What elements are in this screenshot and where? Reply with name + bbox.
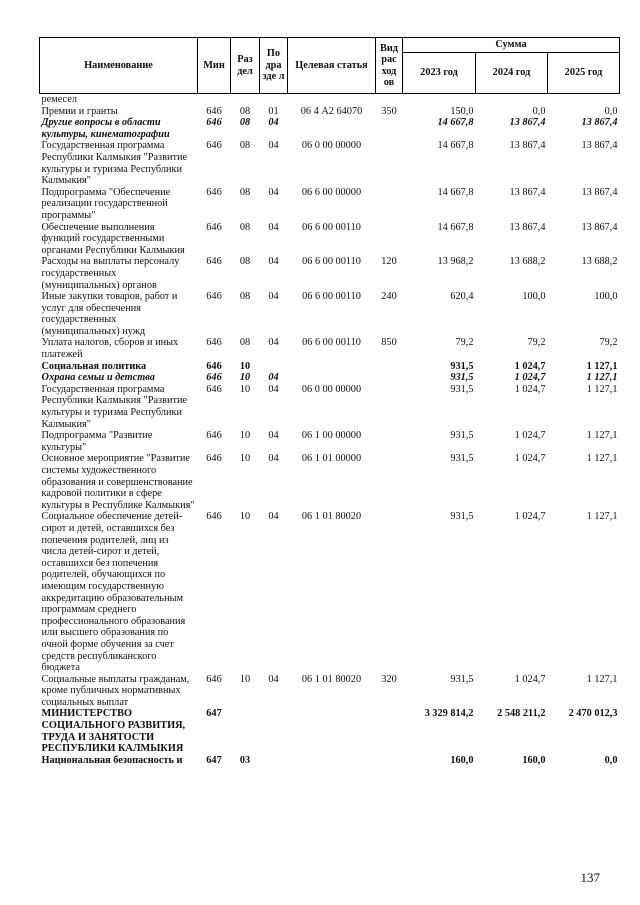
row-2024: 1 024,7 bbox=[514, 673, 546, 685]
row-razdel: 08 bbox=[239, 117, 251, 129]
row-min: 646 bbox=[206, 372, 222, 384]
table-header bbox=[40, 38, 620, 94]
header-2024: 2024 год bbox=[476, 53, 548, 94]
row-2025: 0,0 bbox=[604, 105, 618, 117]
row-2023: 160,0 bbox=[450, 754, 474, 766]
row-target: 06 1 01 80020 bbox=[301, 673, 362, 685]
table-row bbox=[40, 94, 620, 106]
row-podrazdel: 04 bbox=[268, 256, 279, 268]
table-row bbox=[40, 674, 620, 709]
row-2025: 1 127,1 bbox=[586, 453, 618, 465]
table-row bbox=[40, 256, 620, 291]
header-2023: 2023 год bbox=[403, 53, 476, 94]
table-row bbox=[40, 117, 620, 140]
row-min: 646 bbox=[206, 337, 222, 349]
row-podrazdel: 04 bbox=[268, 673, 279, 685]
row-name: ремесел bbox=[41, 94, 77, 105]
row-name: Социальная политика bbox=[41, 360, 147, 372]
row-vid: 120 bbox=[381, 256, 397, 268]
row-razdel: 10 bbox=[239, 383, 251, 395]
row-name: Основное мероприятие "Развитие системы художественного образования и совершенствование кадровой политики в сфере культуры в Республике Калмыкия" bbox=[41, 453, 195, 511]
row-target: 06 4 А2 64070 bbox=[300, 105, 363, 117]
row-name: Уплата налогов, сборов и иных платежей bbox=[41, 337, 179, 361]
row-2023: 14 667,8 bbox=[437, 186, 474, 198]
row-2024: 13 688,2 bbox=[509, 256, 546, 268]
row-min: 646 bbox=[206, 430, 222, 442]
row-min: 646 bbox=[206, 105, 222, 117]
row-2025: 1 127,1 bbox=[586, 430, 618, 442]
row-target: 06 6 00 00110 bbox=[302, 256, 361, 268]
row-min: 646 bbox=[206, 221, 222, 233]
row-2023: 931,5 bbox=[450, 383, 474, 395]
row-vid bbox=[376, 755, 403, 767]
row-razdel: 03 bbox=[239, 754, 251, 766]
row-vid bbox=[376, 94, 403, 106]
table-row bbox=[40, 384, 620, 430]
row-vid bbox=[376, 511, 403, 673]
row-podrazdel: 04 bbox=[268, 511, 279, 523]
row-target: 06 1 00 00000 bbox=[301, 430, 362, 442]
header-target: Целевая статья bbox=[288, 38, 376, 94]
row-2023: 3 329 814,2 bbox=[424, 708, 474, 720]
row-vid bbox=[376, 187, 403, 222]
row-vid bbox=[376, 222, 403, 257]
row-2024: 1 024,7 bbox=[514, 372, 546, 384]
header-2025: 2025 год bbox=[548, 53, 620, 94]
row-min: 647 bbox=[206, 708, 222, 720]
row-2023: 620,4 bbox=[450, 291, 474, 303]
row-2023: 931,5 bbox=[450, 511, 474, 523]
row-podrazdel: 04 bbox=[268, 221, 279, 233]
row-min: 646 bbox=[206, 140, 222, 152]
row-podrazdel: 01 bbox=[268, 105, 279, 117]
row-2024: 13 867,4 bbox=[509, 140, 546, 152]
row-2024: 1 024,7 bbox=[514, 430, 546, 442]
table-row bbox=[40, 187, 620, 222]
row-2024: 13 867,4 bbox=[509, 117, 546, 129]
row-2025: 1 127,1 bbox=[586, 673, 618, 685]
row-2023: 14 667,8 bbox=[437, 140, 474, 152]
row-vid bbox=[376, 430, 403, 453]
row-podrazdel: 04 bbox=[268, 140, 279, 152]
row-vid: 850 bbox=[381, 337, 397, 349]
row-target: 06 6 00 00110 bbox=[302, 337, 361, 349]
row-target bbox=[288, 94, 376, 106]
header-sum: Сумма bbox=[403, 38, 620, 53]
table-row bbox=[40, 511, 620, 673]
row-2025: 0,0 bbox=[604, 754, 618, 766]
row-2023: 931,5 bbox=[450, 360, 474, 372]
row-target: 06 6 00 00110 bbox=[302, 291, 361, 303]
table-row bbox=[40, 372, 620, 384]
row-min: 646 bbox=[206, 360, 222, 372]
row-podrazdel: 04 bbox=[268, 453, 279, 465]
row-podrazdel: 04 bbox=[268, 383, 279, 395]
row-target bbox=[288, 372, 376, 384]
row-name: Подпрограмма "Развитие культуры" bbox=[41, 430, 153, 453]
table-row bbox=[40, 140, 620, 186]
row-min: 646 bbox=[206, 383, 222, 395]
row-vid: 240 bbox=[381, 291, 397, 303]
row-2023 bbox=[403, 94, 476, 106]
row-2023: 931,5 bbox=[450, 673, 474, 685]
row-2024: 2 548 211,2 bbox=[497, 708, 546, 720]
row-podrazdel: 04 bbox=[268, 430, 279, 442]
row-2025: 13 867,4 bbox=[581, 117, 618, 129]
row-vid bbox=[376, 361, 403, 373]
row-2023: 931,5 bbox=[450, 430, 474, 442]
row-2025: 1 127,1 bbox=[586, 360, 618, 372]
row-podrazdel: 04 bbox=[268, 186, 279, 198]
header-vid: Вид рас ход ов bbox=[376, 38, 403, 94]
row-2023: 150,0 bbox=[450, 105, 474, 117]
row-min: 646 bbox=[206, 256, 222, 268]
row-razdel: 10 bbox=[239, 372, 251, 384]
row-2024: 0,0 bbox=[532, 105, 546, 117]
row-vid bbox=[376, 453, 403, 511]
row-2023: 931,5 bbox=[450, 453, 474, 465]
table-row bbox=[40, 361, 620, 373]
row-podrazdel bbox=[260, 708, 288, 754]
row-razdel: 10 bbox=[239, 453, 251, 465]
row-2025: 13 867,4 bbox=[581, 186, 618, 198]
table-row bbox=[40, 755, 620, 767]
page-number: 137 bbox=[580, 870, 600, 885]
row-name: Государственная программа Республики Калмыкия "Развитие культуры и туризма Республики Калмыкия" bbox=[41, 140, 188, 187]
row-min: 646 bbox=[206, 291, 222, 303]
row-2025: 1 127,1 bbox=[586, 372, 618, 384]
row-name: Обеспечение выполнения функций государственными органами Республики Калмыкия bbox=[41, 221, 185, 256]
row-min: 646 bbox=[206, 453, 222, 465]
row-target: 06 0 00 00000 bbox=[301, 140, 362, 152]
row-2023: 13 968,2 bbox=[437, 256, 474, 268]
row-razdel: 10 bbox=[239, 360, 251, 372]
row-podrazdel: 04 bbox=[268, 372, 279, 384]
row-2024: 1 024,7 bbox=[514, 511, 546, 523]
row-min: 646 bbox=[206, 186, 222, 198]
row-2024: 1 024,7 bbox=[514, 453, 546, 465]
row-2025: 100,0 bbox=[594, 291, 618, 303]
row-target bbox=[288, 361, 376, 373]
row-razdel bbox=[231, 94, 260, 106]
row-razdel: 10 bbox=[239, 673, 251, 685]
row-vid: 350 bbox=[381, 105, 397, 117]
row-podrazdel: 04 bbox=[268, 337, 279, 349]
row-min bbox=[198, 94, 231, 106]
row-2023: 14 667,8 bbox=[437, 221, 474, 233]
row-target: 06 0 00 00000 bbox=[301, 383, 362, 395]
row-name: Премии и гранты bbox=[41, 105, 118, 117]
row-razdel: 08 bbox=[239, 221, 251, 233]
row-2023: 931,5 bbox=[450, 372, 474, 384]
table-row bbox=[40, 222, 620, 257]
row-target: 06 1 01 80020 bbox=[301, 511, 362, 523]
row-vid: 320 bbox=[381, 673, 397, 685]
row-2024: 1 024,7 bbox=[514, 360, 546, 372]
row-target: 06 1 01 00000 bbox=[301, 453, 362, 465]
table-row bbox=[40, 708, 620, 754]
row-vid bbox=[376, 384, 403, 430]
row-name: Иные закупки товаров, работ и услуг для обеспечения государственных (муниципальных) нужд bbox=[41, 291, 178, 337]
row-name: МИНИСТЕРСТВО СОЦИАЛЬНОГО РАЗВИТИЯ, ТРУДА И ЗАНЯТОСТИ РЕСПУБЛИКИ КАЛМЫКИЯ bbox=[41, 708, 186, 755]
row-target: 06 6 00 00110 bbox=[302, 221, 361, 233]
table-row bbox=[40, 291, 620, 337]
row-min: 646 bbox=[206, 117, 222, 129]
row-2025 bbox=[548, 94, 620, 106]
header-min: Мин bbox=[198, 38, 231, 94]
row-razdel: 08 bbox=[239, 291, 251, 303]
row-podrazdel bbox=[260, 94, 288, 106]
row-podrazdel: 04 bbox=[268, 291, 279, 303]
budget-table bbox=[39, 37, 620, 766]
row-2024: 79,2 bbox=[527, 337, 546, 349]
row-razdel: 08 bbox=[239, 186, 251, 198]
row-2023: 79,2 bbox=[455, 337, 474, 349]
row-razdel: 10 bbox=[239, 430, 251, 442]
row-2025: 13 688,2 bbox=[581, 256, 618, 268]
row-vid bbox=[376, 372, 403, 384]
row-target: 06 6 00 00000 bbox=[301, 186, 362, 198]
row-target bbox=[288, 755, 376, 767]
row-name: Социальные выплаты гражданам, кроме публичных нормативных социальных выплат bbox=[41, 673, 190, 708]
row-podrazdel bbox=[260, 755, 288, 767]
table-row bbox=[40, 337, 620, 360]
row-razdel: 10 bbox=[239, 511, 251, 523]
row-min: 646 bbox=[206, 673, 222, 685]
row-name: Социальное обеспечение детей-сирот и детей, оставшихся без попечения родителей, лиц из числа детей-сирот и детей, оставшихся без попечения родителей, обучающихся по имеющим государственную аккредитацию образовательным программам среднего профессионального образования или высшего образования по очной форме обучения за счет средств республиканского бюджета bbox=[41, 511, 186, 674]
row-2024: 1 024,7 bbox=[514, 383, 546, 395]
row-name: Государственная программа Республики Калмыкия "Развитие культуры и туризма Республики Калмыкия" bbox=[41, 383, 188, 430]
row-2024: 160,0 bbox=[522, 754, 546, 766]
row-podrazdel: 04 bbox=[268, 117, 279, 129]
row-2023: 14 667,8 bbox=[437, 117, 474, 129]
row-razdel: 08 bbox=[239, 105, 251, 117]
row-vid bbox=[376, 140, 403, 186]
row-name: Расходы на выплаты персоналу государственных (муниципальных) органов bbox=[41, 256, 180, 291]
table-body bbox=[40, 94, 620, 767]
row-min: 646 bbox=[206, 511, 222, 523]
row-target bbox=[288, 117, 376, 140]
table-row bbox=[40, 430, 620, 453]
row-name: Национальная безопасность и bbox=[41, 754, 183, 766]
row-vid bbox=[376, 708, 403, 754]
row-name: Охрана семьи и детства bbox=[41, 372, 155, 384]
row-razdel: 08 bbox=[239, 337, 251, 349]
row-2025: 2 470 012,3 bbox=[568, 708, 618, 720]
row-name: Подпрограмма "Обеспечение реализации государственной программы" bbox=[41, 186, 171, 221]
row-target bbox=[288, 708, 376, 754]
row-razdel bbox=[231, 708, 260, 754]
row-min: 647 bbox=[206, 754, 222, 766]
row-razdel: 08 bbox=[239, 256, 251, 268]
row-podrazdel bbox=[260, 361, 288, 373]
row-2024: 100,0 bbox=[522, 291, 546, 303]
row-name: Другие вопросы в области культуры, кинематографии bbox=[41, 117, 170, 140]
header-podrazdel: По дра зде л bbox=[260, 38, 288, 94]
row-vid bbox=[376, 117, 403, 140]
row-2024 bbox=[476, 94, 548, 106]
table-row bbox=[40, 453, 620, 511]
header-razdel: Раз дел bbox=[231, 38, 260, 94]
row-2025: 1 127,1 bbox=[586, 511, 618, 523]
row-razdel: 08 bbox=[239, 140, 251, 152]
row-2025: 1 127,1 bbox=[586, 383, 618, 395]
row-2024: 13 867,4 bbox=[509, 186, 546, 198]
header-name: Наименование bbox=[40, 38, 198, 94]
row-2025: 13 867,4 bbox=[581, 140, 618, 152]
row-2024: 13 867,4 bbox=[509, 221, 546, 233]
row-2025: 13 867,4 bbox=[581, 221, 618, 233]
row-2025: 79,2 bbox=[599, 337, 618, 349]
table-row bbox=[40, 106, 620, 118]
